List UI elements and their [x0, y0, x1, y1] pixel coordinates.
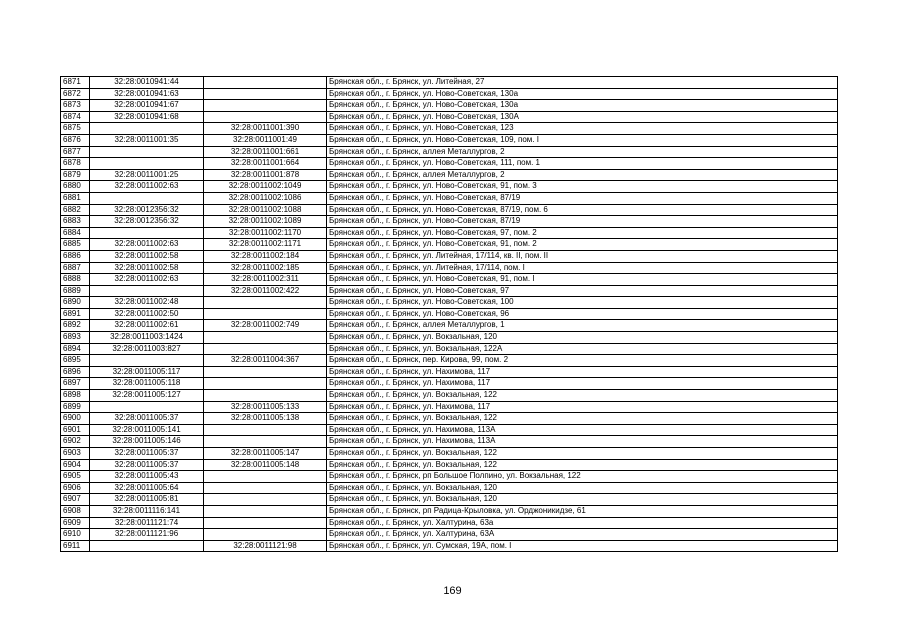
- row-number-cell: 6878: [61, 158, 90, 170]
- land-cadastral-number-cell: 32:28:0011121:96: [90, 529, 204, 541]
- address-cell: Брянская обл., г. Брянск, ул. Нахимова, 117: [327, 401, 838, 413]
- address-cell: Брянская обл., г. Брянск, ул. Ново-Советская, 91, пом. 2: [327, 239, 838, 251]
- row-number-cell: 6875: [61, 123, 90, 135]
- land-cadastral-number-cell: 32:28:0010941:63: [90, 88, 204, 100]
- row-number-cell: 6897: [61, 378, 90, 390]
- table-row: [61, 250, 838, 262]
- table-row: [61, 448, 838, 460]
- registry-table-container: [60, 76, 837, 552]
- row-number-cell: 6872: [61, 88, 90, 100]
- building-cadastral-number-cell: [204, 390, 327, 402]
- building-cadastral-number-cell: 32:28:0011002:1086: [204, 192, 327, 204]
- address-cell: Брянская обл., г. Брянск, ул. Халтурина, 63а: [327, 517, 838, 529]
- row-number-cell: 6905: [61, 471, 90, 483]
- row-number-cell: 6885: [61, 239, 90, 251]
- land-cadastral-number-cell: 32:28:0011002:58: [90, 262, 204, 274]
- land-cadastral-number-cell: 32:28:0011005:127: [90, 390, 204, 402]
- address-cell: Брянская обл., г. Брянск, ул. Литейная, 27: [327, 77, 838, 89]
- land-cadastral-number-cell: 32:28:0011005:118: [90, 378, 204, 390]
- address-cell: Брянская обл., г. Брянск, ул. Ново-Советская, 109, пом. I: [327, 134, 838, 146]
- row-number-cell: 6883: [61, 216, 90, 228]
- table-row: [61, 111, 838, 123]
- row-number-cell: 6908: [61, 505, 90, 517]
- building-cadastral-number-cell: 32:28:0011005:133: [204, 401, 327, 413]
- row-number-cell: 6882: [61, 204, 90, 216]
- table-row: [61, 320, 838, 332]
- row-number-cell: 6890: [61, 297, 90, 309]
- building-cadastral-number-cell: [204, 77, 327, 89]
- land-cadastral-number-cell: 32:28:0011002:50: [90, 308, 204, 320]
- land-cadastral-number-cell: 32:28:0010941:44: [90, 77, 204, 89]
- row-number-cell: 6907: [61, 494, 90, 506]
- address-cell: Брянская обл., г. Брянск, ул. Ново-Советская, 96: [327, 308, 838, 320]
- address-cell: Брянская обл., г. Брянск, ул. Ново-Советская, 130а: [327, 100, 838, 112]
- land-cadastral-number-cell: 32:28:0011002:63: [90, 181, 204, 193]
- address-cell: Брянская обл., г. Брянск, ул. Вокзальная, 122: [327, 459, 838, 471]
- row-number-cell: 6902: [61, 436, 90, 448]
- row-number-cell: 6904: [61, 459, 90, 471]
- land-cadastral-number-cell: 32:28:0011121:74: [90, 517, 204, 529]
- table-row: [61, 192, 838, 204]
- land-cadastral-number-cell: 32:28:0011002:63: [90, 239, 204, 251]
- address-cell: Брянская обл., г. Брянск, ул. Ново-Советская, 91, пом. 3: [327, 181, 838, 193]
- building-cadastral-number-cell: 32:28:0011005:138: [204, 413, 327, 425]
- land-cadastral-number-cell: 32:28:0011001:25: [90, 169, 204, 181]
- land-cadastral-number-cell: [90, 355, 204, 367]
- address-cell: Брянская обл., г. Брянск, ул. Вокзальная, 122: [327, 390, 838, 402]
- address-cell: Брянская обл., г. Брянск, ул. Ново-Советская, 87/19: [327, 216, 838, 228]
- building-cadastral-number-cell: [204, 343, 327, 355]
- address-cell: Брянская обл., г. Брянск, ул. Ново-Советская, 97, пом. 2: [327, 227, 838, 239]
- address-cell: Брянская обл., г. Брянск, ул. Нахимова, 113А: [327, 424, 838, 436]
- building-cadastral-number-cell: 32:28:0011001:49: [204, 134, 327, 146]
- row-number-cell: 6893: [61, 332, 90, 344]
- address-cell: Брянская обл., г. Брянск, ул. Нахимова, 117: [327, 378, 838, 390]
- building-cadastral-number-cell: 32:28:0011005:147: [204, 448, 327, 460]
- row-number-cell: 6911: [61, 540, 90, 552]
- row-number-cell: 6879: [61, 169, 90, 181]
- table-row: [61, 505, 838, 517]
- building-cadastral-number-cell: 32:28:0011002:1088: [204, 204, 327, 216]
- table-row: [61, 517, 838, 529]
- row-number-cell: 6880: [61, 181, 90, 193]
- building-cadastral-number-cell: 32:28:0011001:878: [204, 169, 327, 181]
- address-cell: Брянская обл., г. Брянск, рп Радица-Крыловка, ул. Орджоникидзе, 61: [327, 505, 838, 517]
- address-cell: Брянская обл., г. Брянск, аллея Металлургов, 1: [327, 320, 838, 332]
- table-row: [61, 77, 838, 89]
- land-cadastral-number-cell: 32:28:0011005:37: [90, 459, 204, 471]
- table-row: [61, 366, 838, 378]
- table-row: [61, 146, 838, 158]
- land-cadastral-number-cell: 32:28:0011003:1424: [90, 332, 204, 344]
- building-cadastral-number-cell: 32:28:0011001:390: [204, 123, 327, 135]
- land-cadastral-number-cell: 32:28:0011005:117: [90, 366, 204, 378]
- table-row: [61, 216, 838, 228]
- row-number-cell: 6895: [61, 355, 90, 367]
- table-row: [61, 482, 838, 494]
- table-row: [61, 540, 838, 552]
- row-number-cell: 6881: [61, 192, 90, 204]
- land-cadastral-number-cell: 32:28:0011005:146: [90, 436, 204, 448]
- table-row: [61, 297, 838, 309]
- address-cell: Брянская обл., г. Брянск, ул. Ново-Советская, 87/19, пом. 6: [327, 204, 838, 216]
- land-cadastral-number-cell: 32:28:0011005:37: [90, 413, 204, 425]
- table-row: [61, 169, 838, 181]
- row-number-cell: 6894: [61, 343, 90, 355]
- table-row: [61, 494, 838, 506]
- land-cadastral-number-cell: 32:28:0011003:827: [90, 343, 204, 355]
- building-cadastral-number-cell: 32:28:0011002:185: [204, 262, 327, 274]
- building-cadastral-number-cell: 32:28:0011002:1089: [204, 216, 327, 228]
- building-cadastral-number-cell: [204, 308, 327, 320]
- row-number-cell: 6903: [61, 448, 90, 460]
- table-row: [61, 227, 838, 239]
- land-cadastral-number-cell: 32:28:0010941:68: [90, 111, 204, 123]
- row-number-cell: 6887: [61, 262, 90, 274]
- address-cell: Брянская обл., г. Брянск, ул. Нахимова, 117: [327, 366, 838, 378]
- building-cadastral-number-cell: 32:28:0011001:664: [204, 158, 327, 170]
- row-number-cell: 6876: [61, 134, 90, 146]
- table-row: [61, 308, 838, 320]
- address-cell: Брянская обл., г. Брянск, ул. Нахимова, 113А: [327, 436, 838, 448]
- row-number-cell: 6892: [61, 320, 90, 332]
- building-cadastral-number-cell: 32:28:0011002:184: [204, 250, 327, 262]
- building-cadastral-number-cell: [204, 88, 327, 100]
- building-cadastral-number-cell: [204, 471, 327, 483]
- building-cadastral-number-cell: 32:28:0011004:367: [204, 355, 327, 367]
- building-cadastral-number-cell: [204, 366, 327, 378]
- table-row: [61, 274, 838, 286]
- address-cell: Брянская обл., г. Брянск, ул. Ново-Советская, 130А: [327, 111, 838, 123]
- land-cadastral-number-cell: 32:28:0011005:81: [90, 494, 204, 506]
- building-cadastral-number-cell: 32:28:0011002:422: [204, 285, 327, 297]
- table-row: [61, 343, 838, 355]
- building-cadastral-number-cell: [204, 297, 327, 309]
- row-number-cell: 6874: [61, 111, 90, 123]
- table-row: [61, 413, 838, 425]
- land-cadastral-number-cell: [90, 540, 204, 552]
- land-cadastral-number-cell: 32:28:0011002:48: [90, 297, 204, 309]
- address-cell: Брянская обл., г. Брянск, ул. Вокзальная, 122: [327, 448, 838, 460]
- row-number-cell: 6877: [61, 146, 90, 158]
- table-row: [61, 204, 838, 216]
- table-row: [61, 239, 838, 251]
- address-cell: Брянская обл., г. Брянск, ул. Ново-Советская, 111, пом. 1: [327, 158, 838, 170]
- table-row: [61, 123, 838, 135]
- row-number-cell: 6873: [61, 100, 90, 112]
- table-row: [61, 436, 838, 448]
- table-row: [61, 390, 838, 402]
- address-cell: Брянская обл., г. Брянск, ул. Ново-Советская, 91, пом. I: [327, 274, 838, 286]
- address-cell: Брянская обл., г. Брянск, ул. Ново-Советская, 87/19: [327, 192, 838, 204]
- address-cell: Брянская обл., г. Брянск, ул. Вокзальная, 120: [327, 494, 838, 506]
- building-cadastral-number-cell: 32:28:0011005:148: [204, 459, 327, 471]
- land-cadastral-number-cell: 32:28:0012356:32: [90, 216, 204, 228]
- table-row: [61, 285, 838, 297]
- address-cell: Брянская обл., г. Брянск, ул. Халтурина, 63А: [327, 529, 838, 541]
- land-cadastral-number-cell: 32:28:0011005:37: [90, 448, 204, 460]
- building-cadastral-number-cell: [204, 517, 327, 529]
- registry-table-body: [61, 77, 838, 552]
- row-number-cell: 6891: [61, 308, 90, 320]
- land-cadastral-number-cell: 32:28:0011116:141: [90, 505, 204, 517]
- land-cadastral-number-cell: 32:28:0011002:61: [90, 320, 204, 332]
- land-cadastral-number-cell: 32:28:0011002:58: [90, 250, 204, 262]
- building-cadastral-number-cell: [204, 529, 327, 541]
- building-cadastral-number-cell: 32:28:0011002:1171: [204, 239, 327, 251]
- land-cadastral-number-cell: [90, 401, 204, 413]
- land-cadastral-number-cell: [90, 227, 204, 239]
- building-cadastral-number-cell: [204, 332, 327, 344]
- table-row: [61, 459, 838, 471]
- building-cadastral-number-cell: [204, 424, 327, 436]
- row-number-cell: 6910: [61, 529, 90, 541]
- land-cadastral-number-cell: 32:28:0011005:64: [90, 482, 204, 494]
- land-cadastral-number-cell: 32:28:0010941:67: [90, 100, 204, 112]
- table-row: [61, 88, 838, 100]
- address-cell: Брянская обл., г. Брянск, ул. Вокзальная, 120: [327, 332, 838, 344]
- land-cadastral-number-cell: 32:28:0011005:141: [90, 424, 204, 436]
- address-cell: Брянская обл., г. Брянск, ул. Ново-Советская, 97: [327, 285, 838, 297]
- building-cadastral-number-cell: 32:28:0011002:1170: [204, 227, 327, 239]
- table-row: [61, 158, 838, 170]
- land-cadastral-number-cell: [90, 146, 204, 158]
- address-cell: Брянская обл., г. Брянск, ул. Ново-Советская, 123: [327, 123, 838, 135]
- address-cell: Брянская обл., г. Брянск, ул. Ново-Советская, 100: [327, 297, 838, 309]
- row-number-cell: 6889: [61, 285, 90, 297]
- land-cadastral-number-cell: 32:28:0011005:43: [90, 471, 204, 483]
- land-cadastral-number-cell: 32:28:0011002:63: [90, 274, 204, 286]
- building-cadastral-number-cell: [204, 436, 327, 448]
- table-row: [61, 529, 838, 541]
- building-cadastral-number-cell: 32:28:0011002:1049: [204, 181, 327, 193]
- building-cadastral-number-cell: [204, 505, 327, 517]
- building-cadastral-number-cell: [204, 111, 327, 123]
- row-number-cell: 6886: [61, 250, 90, 262]
- land-cadastral-number-cell: 32:28:0012356:32: [90, 204, 204, 216]
- land-cadastral-number-cell: [90, 192, 204, 204]
- row-number-cell: 6888: [61, 274, 90, 286]
- address-cell: Брянская обл., г. Брянск, ул. Ново-Советская, 130а: [327, 88, 838, 100]
- land-cadastral-number-cell: [90, 123, 204, 135]
- row-number-cell: 6871: [61, 77, 90, 89]
- address-cell: Брянская обл., г. Брянск, аллея Металлургов, 2: [327, 146, 838, 158]
- page-number: 169: [443, 585, 462, 597]
- address-cell: Брянская обл., г. Брянск, ул. Сумская, 19А, пом. I: [327, 540, 838, 552]
- land-cadastral-number-cell: 32:28:0011001:35: [90, 134, 204, 146]
- address-cell: Брянская обл., г. Брянск, рп Большое Полпино, ул. Вокзальная, 122: [327, 471, 838, 483]
- table-row: [61, 355, 838, 367]
- land-cadastral-number-cell: [90, 285, 204, 297]
- row-number-cell: 6909: [61, 517, 90, 529]
- registry-table: [60, 76, 838, 552]
- row-number-cell: 6884: [61, 227, 90, 239]
- row-number-cell: 6900: [61, 413, 90, 425]
- address-cell: Брянская обл., г. Брянск, аллея Металлургов, 2: [327, 169, 838, 181]
- land-cadastral-number-cell: [90, 158, 204, 170]
- row-number-cell: 6906: [61, 482, 90, 494]
- building-cadastral-number-cell: [204, 100, 327, 112]
- address-cell: Брянская обл., г. Брянск, пер. Кирова, 99, пом. 2: [327, 355, 838, 367]
- building-cadastral-number-cell: 32:28:0011002:749: [204, 320, 327, 332]
- building-cadastral-number-cell: [204, 482, 327, 494]
- row-number-cell: 6898: [61, 390, 90, 402]
- building-cadastral-number-cell: 32:28:0011002:311: [204, 274, 327, 286]
- row-number-cell: 6901: [61, 424, 90, 436]
- row-number-cell: 6899: [61, 401, 90, 413]
- table-row: [61, 378, 838, 390]
- address-cell: Брянская обл., г. Брянск, ул. Вокзальная, 122А: [327, 343, 838, 355]
- table-row: [61, 134, 838, 146]
- table-row: [61, 332, 838, 344]
- building-cadastral-number-cell: 32:28:0011121:98: [204, 540, 327, 552]
- table-row: [61, 401, 838, 413]
- building-cadastral-number-cell: [204, 378, 327, 390]
- table-row: [61, 181, 838, 193]
- table-row: [61, 262, 838, 274]
- address-cell: Брянская обл., г. Брянск, ул. Литейная, 17/114, пом. I: [327, 262, 838, 274]
- table-row: [61, 424, 838, 436]
- row-number-cell: 6896: [61, 366, 90, 378]
- address-cell: Брянская обл., г. Брянск, ул. Вокзальная, 120: [327, 482, 838, 494]
- building-cadastral-number-cell: 32:28:0011001:661: [204, 146, 327, 158]
- address-cell: Брянская обл., г. Брянск, ул. Вокзальная, 122: [327, 413, 838, 425]
- table-row: [61, 100, 838, 112]
- table-row: [61, 471, 838, 483]
- building-cadastral-number-cell: [204, 494, 327, 506]
- address-cell: Брянская обл., г. Брянск, ул. Литейная, 17/114, кв. II, пом. II: [327, 250, 838, 262]
